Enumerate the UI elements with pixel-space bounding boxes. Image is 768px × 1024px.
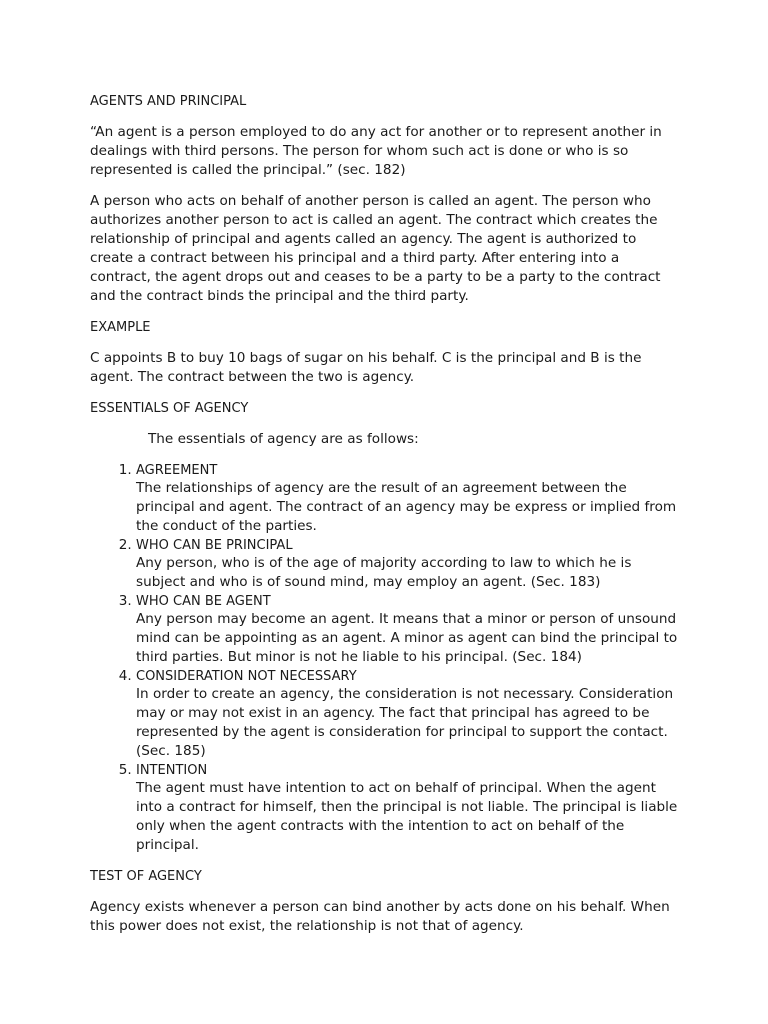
list-item-title: 3. WHO CAN BE AGENT xyxy=(136,594,271,609)
list-item-title: 1. AGREEMENT xyxy=(136,463,218,478)
list-item-title: 5. INTENTION xyxy=(136,763,208,778)
list-item xyxy=(136,461,680,536)
list-item-body: Any person may become an agent. It means that a minor or person of unsound mind can be appointing as an agent. A minor as agent can bind the principal to third parties. But minor is not he liable to his principal. (Sec. 184) xyxy=(136,611,678,665)
section-title-essentials: ESSENTIALS OF AGENCY xyxy=(90,401,249,416)
list-item-body: The agent must have intention to act on behalf of principal. When the agent into a contract for himself, then the principal is not liable. The principal is liable only when the agent contracts with the intention to act on behalf of the principal. xyxy=(136,780,678,853)
section-title-test-of-agency: TEST OF AGENCY xyxy=(90,869,202,884)
definition-quote: “An agent is a person employed to do any act for another or to represent another in dealings with third persons. The person for whom such act is done or who is so represented is called the principal.” (sec. 182) xyxy=(90,124,662,178)
list-item xyxy=(136,592,680,667)
list-item xyxy=(136,667,680,761)
list-item xyxy=(136,761,680,855)
test-paragraph: Agency exists whenever a person can bind another by acts done on his behalf. When this power does not exist, the relationship is not that of agency. xyxy=(90,899,670,934)
list-item xyxy=(136,536,680,592)
essentials-lead: The essentials of agency are as follows: xyxy=(148,431,419,447)
list-item-title: 2. WHO CAN BE PRINCIPAL xyxy=(136,538,293,553)
example-paragraph: C appoints B to buy 10 bags of sugar on his behalf. C is the principal and B is the agent. The contract between the two is agency. xyxy=(90,350,642,385)
section-title-agents-and-principal: AGENTS AND PRINCIPAL xyxy=(90,94,247,109)
document-page xyxy=(90,92,680,948)
intro-paragraph: A person who acts on behalf of another person is called an agent. The person who authorizes another person to act is called an agent. The contract which creates the relationship of principal and agents called an agency. The agent is authorized to create a contract between his principal and a third party. After entering into a contract, the agent drops out and ceases to be a party to be a party to the contract and the contract binds the principal and the third party. xyxy=(90,193,661,304)
section-title-example: EXAMPLE xyxy=(90,320,151,335)
list-item-title: 4. CONSIDERATION NOT NECESSARY xyxy=(136,669,357,684)
list-item-body: The relationships of agency are the result of an agreement between the principal and agent. The contract of an agency may be express or implied from the conduct of the parties. xyxy=(136,480,677,534)
list-item-body: Any person, who is of the age of majority according to law to which he is subject and who is of sound mind, may employ an agent. (Sec. 183) xyxy=(136,555,632,590)
list-item-body: In order to create an agency, the consideration is not necessary. Consideration may or may not exist in an agency. The fact that principal has agreed to be represented by the agent is consideration for principal to support the contact. (Sec. 185) xyxy=(136,686,674,759)
essentials-list xyxy=(90,461,680,855)
